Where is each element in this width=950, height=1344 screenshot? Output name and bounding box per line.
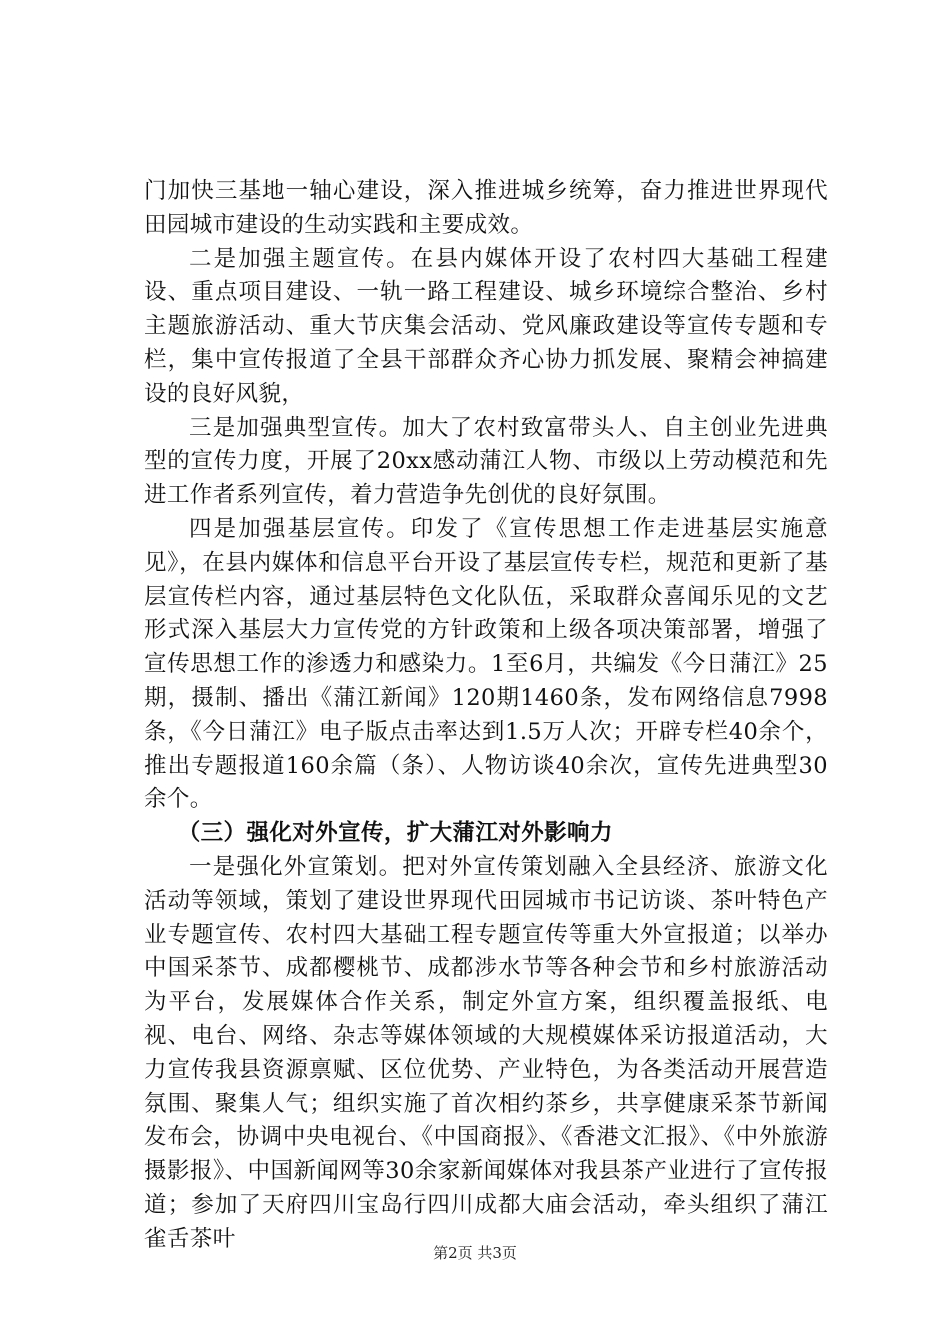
paragraph-external-publicity: 一是强化外宣策划。把对外宣传策划融入全县经济、旅游文化活动等领域，策划了建设世界现代田园城市书记访谈、茶叶特色产业专题宣传、农村四大基础工程专题宣传等重大外宣报道；以举办中国采茶节、成都樱桃节、成都涉水节等各种会节和乡村旅游活动为平台，发展媒体合作关系，制定外宣方案，组织覆盖报纸、电视、电台、网络、杂志等媒体领域的大规模媒体采访报道活动，大力宣传我县资源禀赋、区位优势、产业特色，为各类活动开展营造氛围、聚集人气；组织实施了首次相约茶乡，共享健康采茶节新闻发布会，协调中央电视台、《中国商报》、《香港文汇报》、《中外旅游摄影报》、中国新闻网等30余家新闻媒体对我县茶产业进行了宣传报道；参加了天府四川宝岛行四川成都大庙会活动，牵头组织了蒲江雀舌茶叶	[144, 853, 828, 1252]
paragraph-theme-publicity: 二是加强主题宣传。在县内媒体开设了农村四大基础工程建设、重点项目建设、一轨一路工程建设、城乡环境综合整治、乡村主题旅游活动、重大节庆集会活动、党风廉政建设等宣传专题和专栏，集中宣传报道了全县干部群众齐心协力抓发展、聚精会神搞建设的良好风貌，	[144, 245, 828, 407]
page-footer: 第2页 共3页	[433, 1244, 517, 1262]
document-body	[144, 175, 828, 1257]
paragraph-model-publicity: 三是加强典型宣传。加大了农村致富带头人、自主创业先进典型的宣传力度，开展了20xx感动蒲江人物、市级以上劳动模范和先进工作者系列宣传，着力营造争先创优的良好氛围。	[144, 414, 828, 509]
paragraph-grassroots-publicity: 四是加强基层宣传。印发了《宣传思想工作走进基层实施意见》，在县内媒体和信息平台开设了基层宣传专栏，规范和更新了基层宣传栏内容，通过基层特色文化队伍，采取群众喜闻乐见的文艺形式深入基层大力宣传党的方针政策和上级各项决策部署，增强了宣传思想工作的渗透力和感染力。1至6月，共编发《今日蒲江》25期，摄制、播出《蒲江新闻》120期1460条，发布网络信息7998条，《今日蒲江》电子版点击率达到1.5万人次；开辟专栏40余个，推出专题报道160余篇（条）、人物访谈40余次，宣传先进典型30余个。	[144, 515, 828, 813]
paragraph-continuation: 门加快三基地一轴心建设，深入推进城乡统筹，奋力推进世界现代田园城市建设的生动实践和主要成效。	[144, 178, 828, 238]
section-heading: （三）强化对外宣传，扩大蒲江对外影响力	[177, 820, 613, 847]
